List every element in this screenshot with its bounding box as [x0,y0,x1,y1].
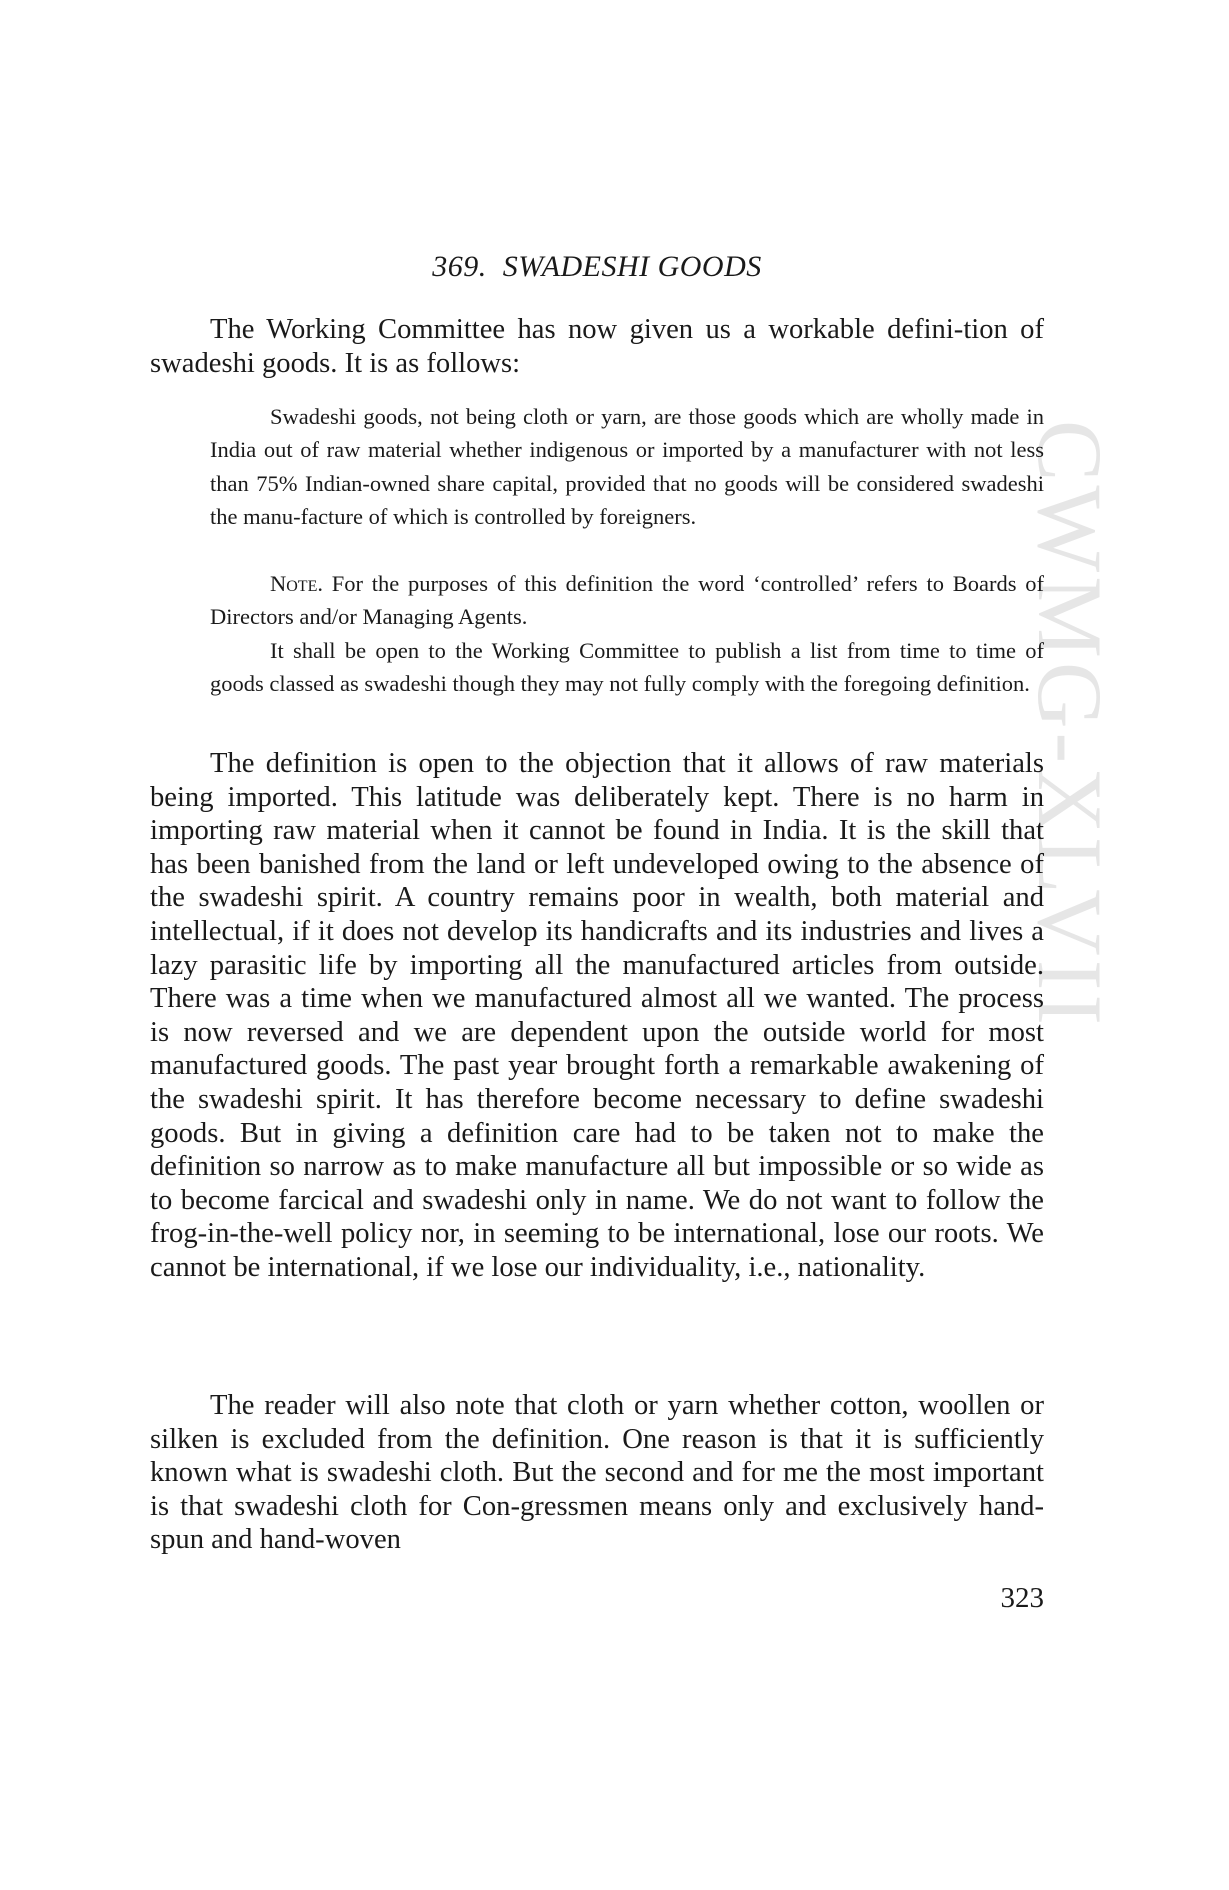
section-title: SWADESHI GOODS [502,250,762,283]
watermark: CWMG-XLVII [1019,420,1121,1029]
note-label: Note. [270,571,323,596]
quoted-definition: Swadeshi goods, not being cloth or yarn, are those goods which are wholly made in India out of raw material whether indigenous or imported by a manufacturer with not less than 75% Indian-owned share capital, provided that no goods will be considered swadeshi the manu-facture of which is controlled by foreigners. [210,404,1044,529]
quoted-note [210,567,1044,634]
page-number: 323 [1000,1582,1044,1614]
quoted-list-clause: It shall be open to the Working Committee to publish a list from time to time of goods classed as swadeshi though they may not fully comply with the foregoing definition. [210,638,1044,697]
section-number: 369. [432,250,487,283]
page-title [150,250,1044,284]
intro-paragraph: The Working Committee has now given us a workable defini-tion of swadeshi goods. It is as follows: [150,314,1044,379]
note-text: For the purposes of this definition the word ‘controlled’ refers to Boards of Directors and/or Managing Agents. [210,571,1044,630]
body-paragraph-2: The definition is open to the objection that it allows of raw materials being imported. This latitude was deliberately kept. There is no harm in importing raw material when it cannot be found in India. It is the skill that has been banished from the land or left undeveloped owing to the absence of the swadeshi spirit. A country remains poor in wealth, both material and intellectual, if it does not develop its handicrafts and its industries and lives a lazy parasitic life by importing all the manufactured articles from outside. There was a time when we manufactured almost all we wanted. The process is now reversed and we are dependent upon the outside world for most manufactured goods. The past year brought forth a remarkable awakening of the swadeshi spirit. It has therefore become necessary to define swadeshi goods. But in giving a definition care had to be taken not to make the definition so narrow as to make manufacture all but impossible or so wide as to become farcical and swadeshi only in name. We do not want to follow the frog-in-the-well policy nor, in seeming to be international, lose our roots. We cannot be international, if we lose our individuality, i.e., nationality. [150,748,1044,1283]
body-paragraph-3: The reader will also note that cloth or yarn whether cotton, woollen or silken is excluded from the definition. One reason is that it is sufficiently known what is swadeshi cloth. But the second and for me the most important is that swadeshi cloth for Con-gressmen means only and exclusively hand-spun and hand-woven [150,1390,1044,1556]
